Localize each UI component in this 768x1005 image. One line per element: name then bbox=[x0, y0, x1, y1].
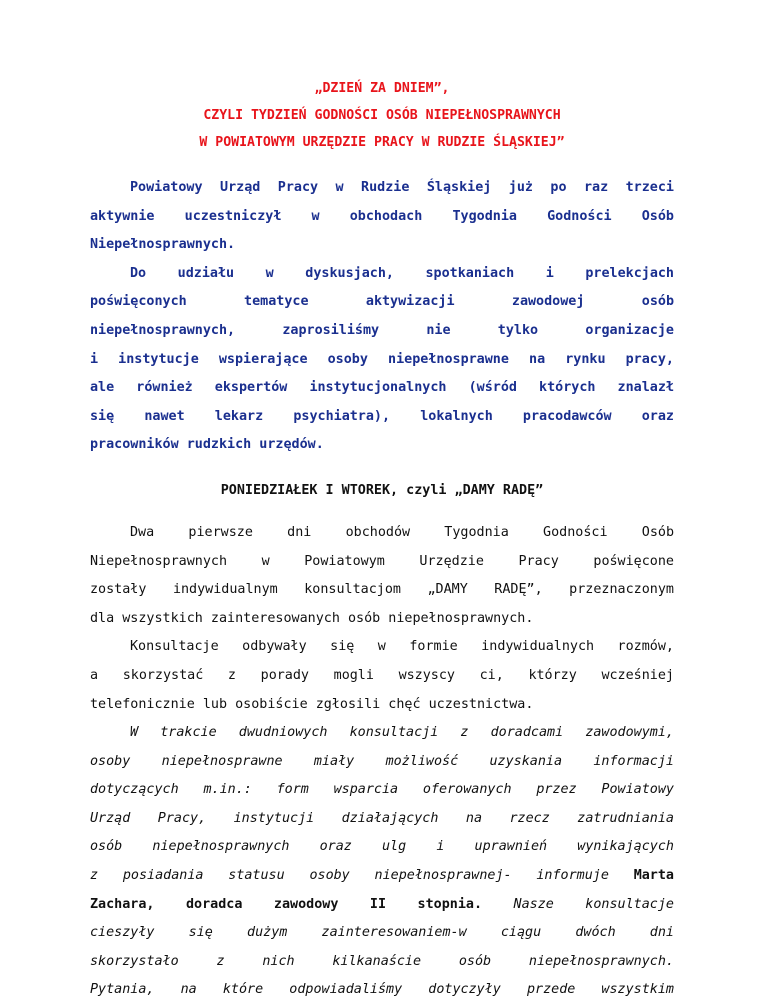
text-line: osób niepełnosprawnych oraz ulg i uprawnień wynikających bbox=[90, 839, 674, 855]
intro-paragraph-1 bbox=[90, 174, 674, 260]
text-line: cieszyły się dużym zainteresowaniem-w ciągu dwóch dni bbox=[90, 925, 674, 941]
section-paragraph-2 bbox=[90, 633, 674, 719]
text-line: skorzystało z nich kilkanaście osób niepełnosprawnych. bbox=[90, 953, 674, 969]
text-line bbox=[90, 862, 674, 891]
quote-text: z posiadania statusu osoby niepełnosprawnej- informuje bbox=[90, 868, 634, 884]
text-line: Do udziału w dyskusjach, spotkaniach i prelekcjach bbox=[130, 265, 674, 281]
quote-text: Nasze konsultacje bbox=[482, 896, 674, 912]
title-line-2: CZYLI TYDZIEŃ GODNOŚCI OSÓB NIEPEŁNOSPRAWNYCH bbox=[203, 108, 561, 123]
intro-paragraph-2 bbox=[90, 260, 674, 460]
text-line: Urząd Pracy, instytucji działających na rzecz zatrudniania bbox=[90, 810, 674, 826]
section-heading: PONIEDZIAŁEK I WTOREK, czyli „DAMY RADĘ” bbox=[220, 482, 544, 498]
text-line: a skorzystać z porady mogli wszyscy ci, którzy wcześniej bbox=[90, 667, 674, 683]
text-line: telefonicznie lub osobiście zgłosili chęć uczestnictwa. bbox=[90, 696, 534, 712]
text-line bbox=[90, 891, 674, 920]
text-line: Niepełnosprawnych w Powiatowym Urzędzie Pracy poświęcone bbox=[90, 553, 674, 569]
text-line: osoby niepełnosprawne miały możliwość uzyskania informacji bbox=[90, 753, 674, 769]
text-line: i instytucje wspierające osoby niepełnosprawne na rynku pracy, bbox=[90, 351, 674, 367]
text-line: dla wszystkich zainteresowanych osób niepełnosprawnych. bbox=[90, 610, 534, 626]
section-paragraph-3 bbox=[90, 719, 674, 1005]
text-line: Niepełnosprawnych. bbox=[90, 237, 236, 253]
text-line: niepełnosprawnych, zaprosiliśmy nie tylko organizacje bbox=[90, 322, 674, 338]
document-title bbox=[90, 75, 674, 156]
person-name: Marta bbox=[633, 868, 674, 884]
text-line: poświęconych tematyce aktywizacji zawodowej osób bbox=[90, 294, 674, 310]
person-title: Zachara, doradca zawodowy II stopnia. bbox=[90, 896, 483, 912]
text-line: zostały indywidualnym konsultacjom „DAMY RADĘ”, przeznaczonym bbox=[90, 582, 674, 598]
text-line: W trakcie dwudniowych konsultacji z doradcami zawodowymi, bbox=[130, 725, 674, 741]
title-line-3: W POWIATOWYM URZĘDZIE PRACY W RUDZIE ŚLĄSKIEJ” bbox=[199, 135, 565, 150]
text-line: ale również ekspertów instytucjonalnych (wśród których znalazł bbox=[90, 380, 674, 396]
document-page bbox=[90, 75, 674, 1005]
text-line: Pytania, na które odpowiadaliśmy dotyczyły przede wszystkim bbox=[90, 982, 674, 998]
text-line: Dwa pierwsze dni obchodów Tygodnia Godności Osób bbox=[130, 524, 674, 540]
section-paragraph-1 bbox=[90, 519, 674, 633]
text-line: dotyczących m.in.: form wsparcia oferowanych przez Powiatowy bbox=[90, 782, 674, 798]
text-line: pracowników rudzkich urzędów. bbox=[90, 437, 324, 453]
title-line-1: „DZIEŃ ZA DNIEM”, bbox=[314, 81, 450, 96]
text-line: aktywnie uczestniczył w obchodach Tygodnia Godności Osób bbox=[90, 208, 674, 224]
text-line: Powiatowy Urząd Pracy w Rudzie Śląskiej już po raz trzeci bbox=[130, 180, 674, 195]
text-line: Konsultacje odbywały się w formie indywidualnych rozmów, bbox=[130, 639, 674, 655]
text-line: się nawet lekarz psychiatra), lokalnych pracodawców oraz bbox=[90, 408, 674, 424]
